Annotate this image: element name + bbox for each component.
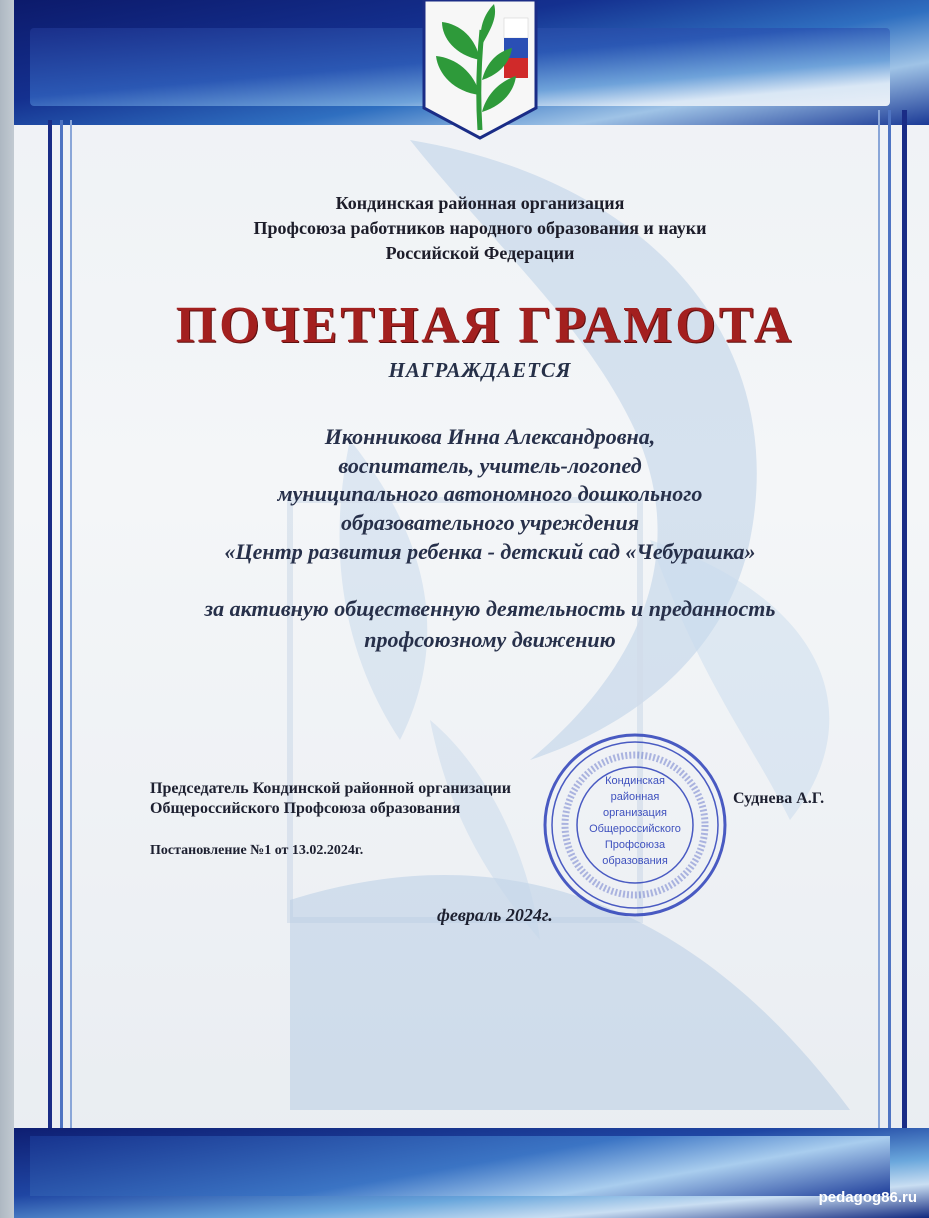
organization-line-1: Кондинская районная организация [335,193,625,213]
stamp-line-4: Общероссийского [589,823,681,835]
recipient-position: воспитатель, учитель-логопед [338,453,642,478]
signatory-name: Суднева А.Г. [733,790,825,807]
stamp-line-3: организация [603,807,667,819]
frame-right-outer [902,110,907,1130]
site-watermark: pedagog86.ru [818,1189,917,1206]
issue-date: февраль 2024г. [437,905,553,925]
organization-line-2: Профсоюза работников народного образования и науки [253,218,707,238]
reason-line-2: профсоюзному движению [364,627,616,652]
stamp-line-1: Кондинская [605,775,665,787]
stamp-line-5: Профсоюза [604,839,666,851]
frame-left-inner [60,120,63,1132]
frame-left-outer [48,120,52,1132]
certificate-subtitle: НАГРАЖДАЕТСЯ [388,358,572,382]
stamp-line-6: образования [602,855,668,867]
organization-stamp [540,730,730,920]
recipient-name: Иконникова Инна Александровна, [324,424,656,449]
recipient-institution-line-3: «Центр развития ребенка - детский сад «Чебурашка» [224,539,756,564]
union-emblem-logo [420,0,540,140]
recipient-institution-line-2: образовательного учреждения [340,510,640,535]
certificate-title: ПОЧЕТНАЯ ГРАМОТА [175,297,795,354]
signatory-role-line-2: Общероссийского Профсоюза образования [150,800,461,817]
signatory-role-line-1: Председатель Кондинской районной организации [150,780,511,797]
reason-line-1: за активную общественную деятельность и преданность [204,596,776,621]
bottom-band-wave [30,1136,890,1196]
recipient-institution-line-1: муниципального автономного дошкольного [277,481,703,506]
stamp-line-2: районная [610,791,660,803]
decree-reference: Постановление №1 от 13.02.2024г. [150,843,364,858]
frame-right-inner [888,110,891,1130]
organization-line-3: Российской Федерации [385,243,575,263]
frame-left-inner2 [70,120,72,1132]
